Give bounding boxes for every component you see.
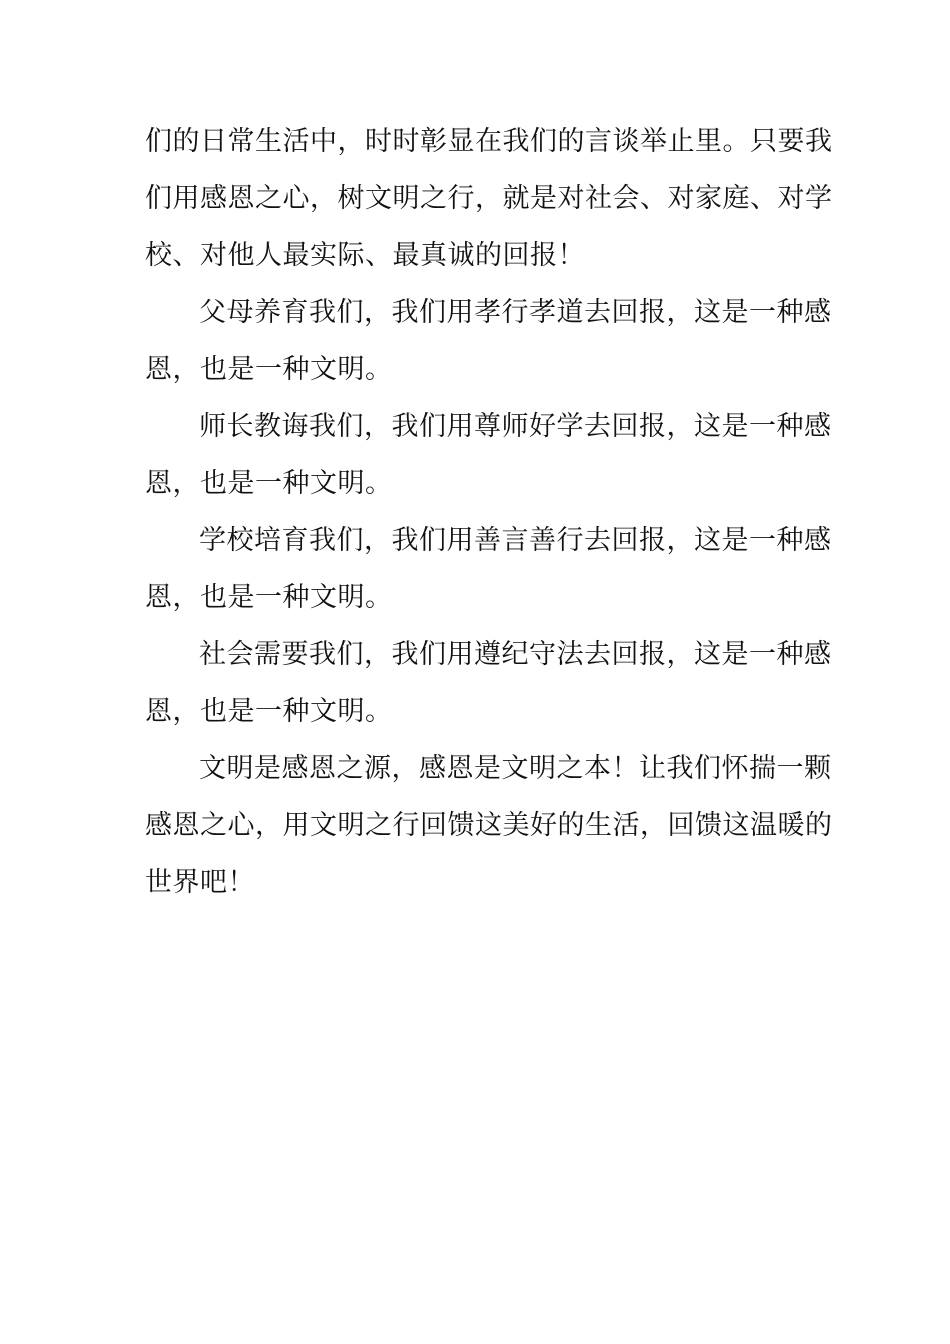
text-line: 恩，也是一种文明。 — [145, 468, 393, 499]
text-line: 们的日常生活中，时时彰显在我们的言谈举止里。只要我 — [145, 126, 833, 157]
text-line: 世界吧！ — [145, 867, 255, 898]
paragraph-first-line: 师长教诲我们，我们用尊师好学去回报，这是一种感 — [199, 411, 832, 442]
text-line: 们用感恩之心，树文明之行，就是对社会、对家庭、对学 — [145, 183, 833, 214]
text-line: 感恩之心，用文明之行回馈这美好的生活，回馈这温暖的 — [145, 810, 833, 841]
paragraph-first-line: 学校培育我们，我们用善言善行去回报，这是一种感 — [199, 525, 832, 556]
paragraph-first-line: 社会需要我们，我们用遵纪守法去回报，这是一种感 — [199, 639, 832, 670]
text-line: 校、对他人最实际、最真诚的回报！ — [145, 240, 585, 271]
paragraph-first-line: 父母养育我们，我们用孝行孝道去回报，这是一种感 — [199, 297, 832, 328]
paragraph-first-line: 文明是感恩之源，感恩是文明之本！让我们怀揣一颗 — [199, 753, 832, 784]
text-line: 恩，也是一种文明。 — [145, 696, 393, 727]
text-line: 恩，也是一种文明。 — [145, 582, 393, 613]
document-body — [145, 113, 833, 911]
text-line: 恩，也是一种文明。 — [145, 354, 393, 385]
